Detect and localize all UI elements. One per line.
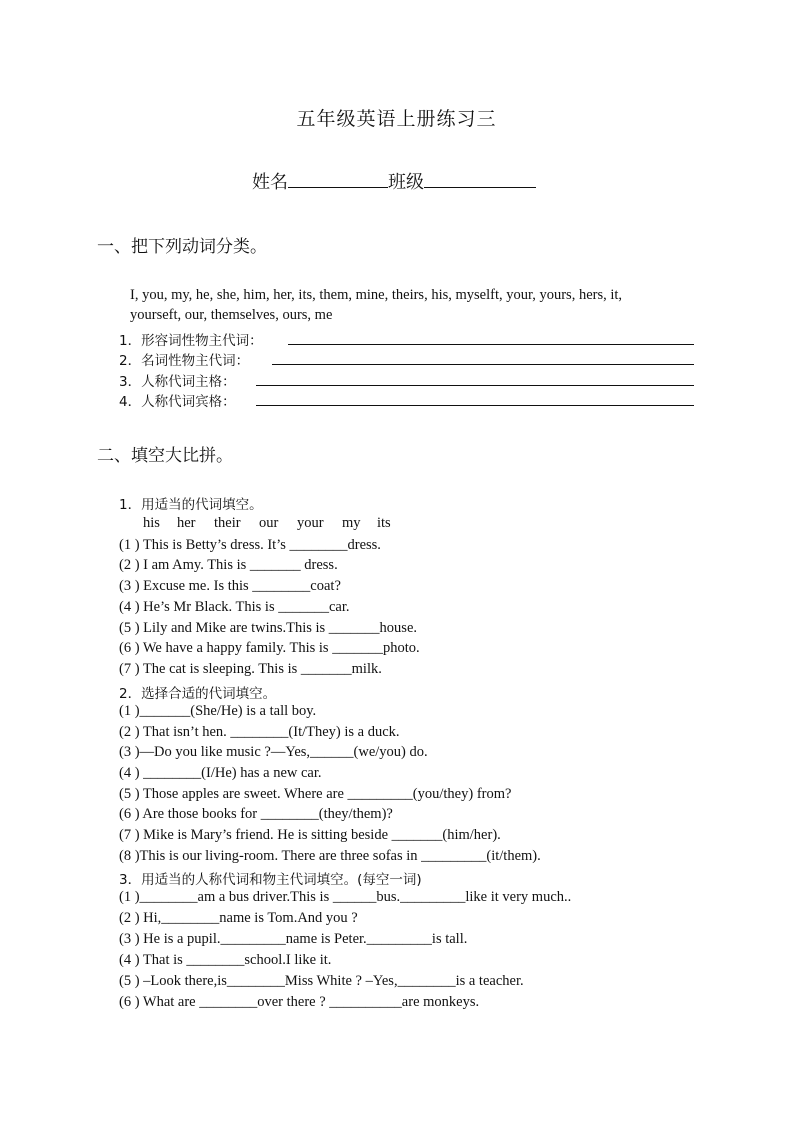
classify-item-1: 1．形容词性物主代词： — [119, 333, 263, 349]
classify-answer-line-3[interactable] — [256, 385, 694, 386]
part1-question-5[interactable]: (5 ) Lily and Mike are twins.This is _______house. — [119, 620, 418, 636]
part1-question-4[interactable]: (4 ) He’s Mr Black. This is _______car. — [119, 599, 350, 615]
part1-question-7[interactable]: (7 ) The cat is sleeping. This is _______milk. — [119, 661, 382, 677]
student-info-row — [252, 168, 536, 194]
page-title: 五年级英语上册练习三 — [296, 108, 497, 130]
word-bank-item: its — [377, 515, 391, 531]
part3-question-6[interactable]: (6 ) What are ________over there ? __________are monkeys. — [119, 994, 480, 1010]
word-bank — [143, 516, 391, 531]
section2-heading: 二、填空大比拼。 — [97, 446, 233, 466]
part3-title: 3．用适当的人称代词和物主代词填空。(每空一词) — [119, 872, 422, 888]
word-bank-item: your — [297, 515, 324, 531]
part1-title: 1．用适当的代词填空。 — [119, 497, 263, 513]
word-bank-item: our — [259, 515, 279, 531]
word-bank-item: his — [143, 515, 160, 531]
part3-question-2[interactable]: (2 ) Hi,________name is Tom.And you ? — [119, 910, 358, 926]
part2-question-7[interactable]: (7 ) Mike is Mary’s friend. He is sitting beside _______(him/her). — [119, 827, 501, 843]
part1-question-3[interactable]: (3 ) Excuse me. Is this ________coat? — [119, 578, 341, 594]
classify-answer-line-1[interactable] — [288, 344, 694, 345]
name-field[interactable] — [288, 186, 388, 188]
part2-question-2[interactable]: (2 ) That isn’t hen. ________(It/They) is a duck. — [119, 724, 400, 740]
section1-heading: 一、把下列动词分类。 — [97, 237, 267, 257]
part3-question-1[interactable]: (1 )________am a bus driver.This is ______bus._________like it very much.. — [119, 889, 572, 905]
part2-question-3[interactable]: (3 )—Do you like music ?—Yes,______(we/you) do. — [119, 744, 428, 760]
classify-item-3: 3．人称代词主格： — [119, 374, 236, 390]
word-bank-item: their — [214, 515, 241, 531]
word-bank-item: her — [177, 515, 196, 531]
part3-question-4[interactable]: (4 ) That is ________school.I like it. — [119, 952, 332, 968]
part2-question-1[interactable]: (1 )_______(She/He) is a tall boy. — [119, 703, 317, 719]
part1-question-2[interactable]: (2 ) I am Amy. This is _______ dress. — [119, 557, 338, 573]
part2-title: 2．选择合适的代词填空。 — [119, 686, 277, 702]
wordlist-line-2: yourseft, our, themselves, ours, me — [130, 307, 333, 323]
classify-answer-line-4[interactable] — [256, 405, 694, 406]
part3-question-3[interactable]: (3 ) He is a pupil._________name is Peter._________is tall. — [119, 931, 468, 947]
wordlist-line-1: I, you, my, he, she, him, her, its, them, mine, theirs, his, myselft, your, yours, hers, it, — [130, 287, 623, 303]
part2-question-4[interactable]: (4 ) ________(I/He) has a new car. — [119, 765, 322, 781]
classify-answer-line-2[interactable] — [272, 364, 694, 365]
part1-question-1[interactable]: (1 ) This is Betty’s dress. It’s ________dress. — [119, 537, 381, 553]
class-field[interactable] — [424, 186, 536, 188]
part2-question-6[interactable]: (6 ) Are those books for ________(they/them)? — [119, 806, 393, 822]
classify-item-2: 2．名词性物主代词： — [119, 353, 250, 369]
word-bank-item: my — [342, 515, 361, 531]
classify-item-4: 4．人称代词宾格： — [119, 394, 236, 410]
part2-question-5[interactable]: (5 ) Those apples are sweet. Where are _________(you/they) from? — [119, 786, 512, 802]
part1-question-6[interactable]: (6 ) We have a happy family. This is _______photo. — [119, 640, 420, 656]
class-label: 班级 — [388, 172, 424, 193]
name-label: 姓名 — [252, 172, 288, 193]
part2-question-8[interactable]: (8 )This is our living-room. There are three sofas in _________(it/them). — [119, 848, 541, 864]
part3-question-5[interactable]: (5 ) –Look there,is________Miss White ? –Yes,________is a teacher. — [119, 973, 524, 989]
